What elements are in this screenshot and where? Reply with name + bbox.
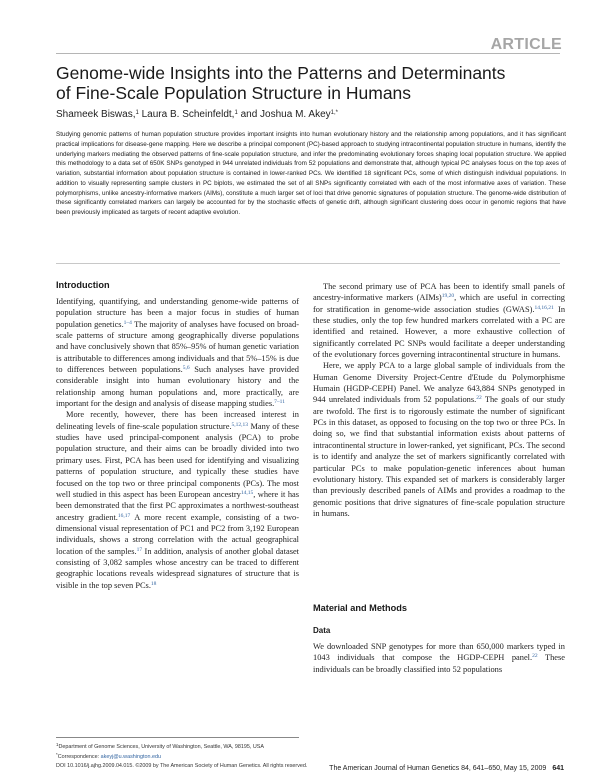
text-span: Such analyses have provided considerable insight into human evolutionary history and the relationship among human populations and, more practically, are important for the design and analysis of disease mapping studies. bbox=[56, 365, 299, 409]
intro-paragraph-2 bbox=[56, 409, 299, 591]
email-link[interactable]: akeyj@u.washington.edu bbox=[100, 754, 161, 761]
article-title bbox=[56, 63, 536, 103]
text-span: More recently, however, there has been increased interest in delineating levels of fine-scale population structure. bbox=[56, 410, 299, 431]
title-line-1: Genome-wide Insights into the Patterns and Determinants bbox=[56, 63, 506, 83]
citation-ref[interactable]: 17 bbox=[136, 546, 143, 553]
right-column bbox=[313, 281, 565, 519]
data-paragraph bbox=[313, 641, 565, 675]
citation-ref[interactable]: 14,16,21 bbox=[534, 304, 554, 311]
text-span: The majority of analyses have focused on broad-scale patterns of structure among geographically diverse populations and have conclusively shown that 85%–95% of human genetic variation is attributable to differences among individuals and that 5%–15% is due to differences between populations. bbox=[56, 319, 300, 375]
citation-ref[interactable]: 22 bbox=[532, 653, 538, 660]
text-span: Many of these studies have used principal-component analysis (PCA) to probe population structure, and their aims can be broadly divided into two primary uses. First, PCA has been used for identifying and visualizing patterns of population structure, and typically these studies have focused on the top two or three principal components (PCs). The most well studied in this aspect has been European ancestry bbox=[56, 421, 300, 499]
footnotes bbox=[56, 741, 346, 770]
methods-heading: Material and Methods bbox=[313, 603, 407, 613]
journal-citation: The American Journal of Human Genetics 84, 641–650, May 15, 2009 bbox=[329, 765, 547, 772]
text-span: Here, we apply PCA to a large global sample of individuals from the Human Genome Diversity Project-Centre d'Etude du Polymorphisme Humain (HGDP-CEPH) Panel. We analyze 643,884 SNPs genotyped in 944 unrelated individuals from 52 populations. bbox=[313, 361, 565, 405]
citation-ref[interactable]: 7–11 bbox=[274, 399, 285, 406]
citation-ref[interactable]: 16,17 bbox=[117, 512, 131, 519]
doi-footnote: DOI 10.1016/j.ajhg.2009.04.015. ©2009 by The American Society of Human Genetics. All rights reserved. bbox=[56, 762, 308, 769]
introduction-heading: Introduction bbox=[56, 280, 110, 290]
citation-ref[interactable]: 14,15 bbox=[240, 489, 254, 496]
text-span: We downloaded SNP genotypes for more than 650,000 markers typed in 1043 individuals that compose the HGDP-CEPH panel. bbox=[313, 642, 565, 663]
correspondence-footnote bbox=[56, 751, 346, 761]
top-divider bbox=[56, 53, 560, 54]
correspondence-label: Correspondence: bbox=[57, 754, 101, 761]
author-2: Laura B. Scheinfeldt, bbox=[141, 109, 235, 120]
abstract: Studying genomic patterns of human population structure provides important insights into human evolutionary history and the relationship among populations, and it has significant practical implications for disease-gene mapping. Here we describe a principal component (PC)-based approach to studying intracontinental population structure in humans, identify the underlying markers mediating the observed patterns of fine-scale population structure, and infer the predominating evolutionary forces shaping local population structure. We applied this methodology to a data set of 650K SNPs genotyped in 944 unrelated individuals from 52 populations and demonstrate that, although typical PC analyses focus on the top axes of variation, substantial information about population structure is contained in lower-ranked PCs. We identified 18 significant PCs, some of which distinguish individual populations. In addition to visually representing sample clusters in PC biplots, we estimated the set of all SNPs significantly correlated with each of the most informative axes of variation. These polymorphisms, unlike ancestry-informative markers (AIMs), constitute a much larger set of loci that drive genomic signatures of population structure. The genome-wide distribution of these significantly correlated markers can largely be accounted for by the stochastic effects of genetic drift, although significant clustering does occur in genomic regions that have been previously implicated as targets of recent adaptive evolution. bbox=[56, 131, 566, 216]
citation-ref[interactable]: 18 bbox=[150, 580, 157, 587]
footnote-mark: 1 bbox=[56, 742, 59, 747]
text-span: , where it has been demonstrated that the first PC approximates a northwest-southeast ancestry gradient. bbox=[56, 489, 299, 522]
text-span: The second primary use of PCA has been to identify small panels of ancestry-informative markers (AIMs) bbox=[313, 282, 565, 303]
data-subheading: Data bbox=[313, 626, 331, 635]
text-span: These individuals can be broadly classified into 52 populations bbox=[313, 653, 565, 674]
data-section bbox=[313, 641, 565, 675]
text-span: The goals of our study are twofold. The first is to rigorously estimate the number of significant PCs in this dataset, as opposed to focusing on the top two or three PCs. In doing so, we find that substantial information exists about patterns of intracontinental structure in lower-ranked, yet significant, PCs. The second is to identify and analyze the set of markers significantly correlated with particular PCs to make population-genetic inferences about human evolutionary history. This expanded set of markers is considerably larger than previously described panels of AIMs and provides a roadmap to the genomic positions that drive signatures of fine-scale population structure in humans. bbox=[313, 395, 565, 518]
text-span: In addition, analysis of another global dataset consisting of 3,082 samples whose ancestry can be traced to different geographic locations reveals widespread signatures of structure that is visible in the top seven PCs. bbox=[56, 546, 300, 590]
left-column bbox=[56, 296, 299, 591]
citation-ref[interactable]: 1–4 bbox=[123, 319, 132, 326]
author-1: Shameek Biswas, bbox=[56, 109, 136, 120]
citation-ref[interactable]: 19,20 bbox=[441, 293, 455, 300]
right-paragraph-1 bbox=[313, 281, 565, 360]
section-label: ARTICLE bbox=[490, 36, 562, 53]
page-number: 641 bbox=[552, 765, 564, 772]
page-footer bbox=[329, 765, 564, 772]
author-1-affiliation: 1 bbox=[135, 110, 139, 116]
affiliation-footnote bbox=[56, 741, 346, 751]
text-span: In these studies, only the top few hundred markers correlated with a PC are identified and retained. However, a more exhaustive collection of significantly correlated PC SNPs would facilitate a deeper understanding of the evolutionary forces governing intracontinental structure in humans. bbox=[313, 304, 566, 360]
citation-ref[interactable]: 5,12,13 bbox=[231, 421, 249, 428]
citation-ref[interactable]: 5,6 bbox=[182, 365, 190, 372]
author-2-affiliation: 1 bbox=[234, 110, 238, 116]
author-3-affiliation: 1,* bbox=[330, 110, 338, 116]
author-3: and Joshua M. Akey bbox=[240, 109, 331, 120]
text-span: A more recent example, consisting of a two-dimensional visual representation of PC1 and PC2 from 3,192 European individuals, shows a strong correlation with the actual geographical location of the samples. bbox=[56, 512, 299, 556]
citation-ref[interactable]: 22 bbox=[476, 395, 482, 402]
footnote-divider bbox=[56, 737, 299, 738]
footnote-mark: * bbox=[56, 752, 58, 758]
text-span: , which are useful in correcting for stratification in genome-wide association studies (GWAS). bbox=[313, 293, 565, 314]
text-span: Identifying, quantifying, and understanding genome-wide patterns of population structure has been a major focus in studies of human population genetics. bbox=[56, 297, 299, 329]
right-paragraph-2 bbox=[313, 360, 565, 519]
author-list bbox=[56, 109, 536, 120]
abstract-divider bbox=[56, 263, 560, 264]
affiliation-text: Department of Genome Sciences, University of Washington, Seattle, WA, 98195, USA bbox=[58, 744, 264, 750]
intro-paragraph-1 bbox=[56, 296, 299, 409]
title-line-2: of Fine-Scale Population Structure in Humans bbox=[56, 83, 412, 103]
